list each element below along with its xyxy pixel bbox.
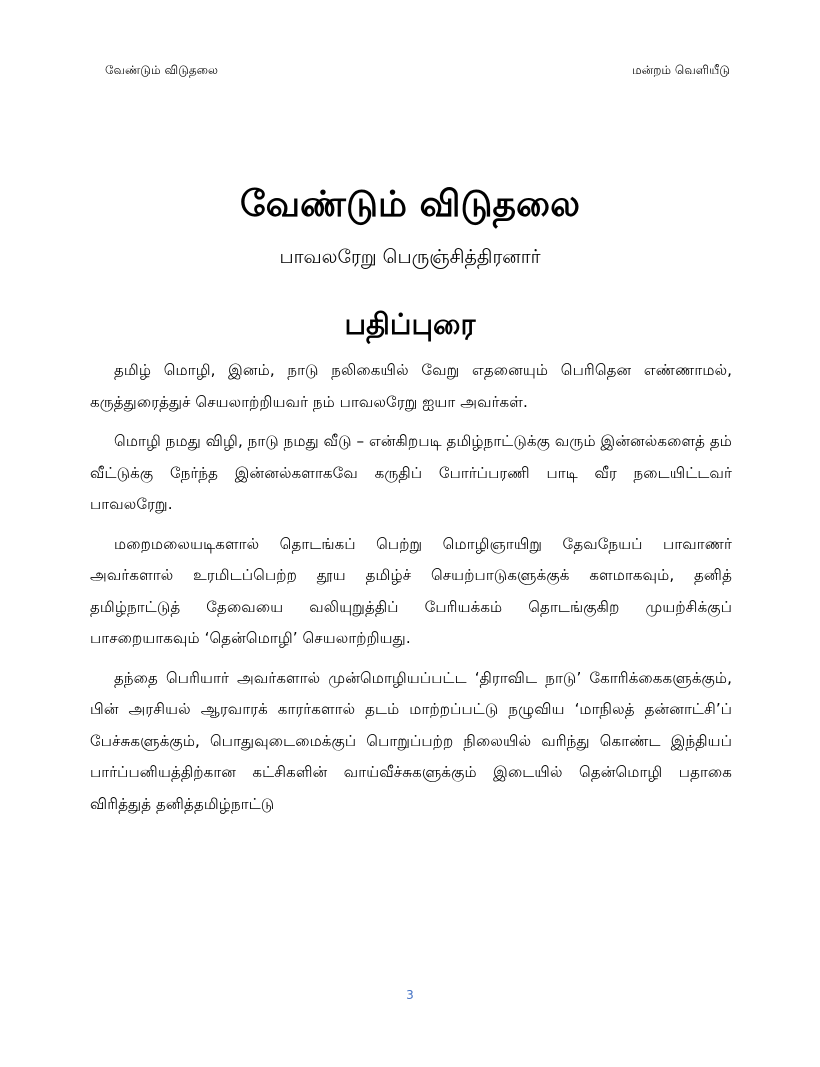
paragraph: தமிழ் மொழி, இனம், நாடு நலிகையில் வேறு எதனையும் பெரிதென எண்ணாமல், கருத்துரைத்துச் செயலாற்றியவர் நம் பாவலரேறு ஐயா அவர்கள். [90, 361, 732, 411]
author-name: பாவலரேறு பெருஞ்சித்திரனார் [279, 246, 541, 268]
paragraph: மொழி நமது விழி, நாடு நமது வீடு – என்கிறபடி தமிழ்நாட்டுக்கு வரும் இன்னல்களைத் தம் வீட்டுக்கு நேர்ந்த இன்னல்களாகவே கருதிப் போர்ப்பரணி பாடி வீர நடையிட்டவர் பாவலரேறு. [90, 432, 733, 513]
paragraph: தந்தை பெரியார் அவர்களால் முன்மொழியப்பட்ட ‘திராவிட நாடு’ கோரிக்கைகளுக்கும், பின் அரசியல் ஆரவாரக் காரர்களால் தடம் மாற்றப்பட்டு நழுவிய ‘மாநிலத் தன்னாட்சி’ப் பேச்சுகளுக்கும், பொதுவுடைமைக்குப் பொறுப்பற்ற நிலையில் வரிந்து கொண்ட இந்தியப் பார்ப்பனியத்திற்கான கட்சிகளின் வாய்வீச்சுகளுக்கும் இடையில் தென்மொழி பதாகை விரித்துத் தனித்தமிழ்நாட்டு [90, 668, 732, 813]
body-text [90, 355, 732, 828]
header-book-title: வேண்டும் விடுதலை [105, 63, 218, 77]
section-heading: பதிப்புரை [344, 307, 476, 341]
running-header [105, 60, 730, 80]
paragraph: மறைமலையடிகளால் தொடங்கப் பெற்று மொழிஞாயிறு தேவநேயப் பாவாணர் அவர்களால் உரமிடப்பெற்ற தூய தமிழ்ச் செயற்பாடுகளுக்குக் களமாகவும், தனித் தமிழ்நாட்டுத் தேவையை வலியுறுத்திப் பேரியக்கம் தொடங்குகிற முயற்சிக்குப் பாசறையாகவும் ‘தென்மொழி’ செயலாற்றியது. [90, 534, 732, 647]
page-number: 3 [406, 988, 414, 1002]
header-publisher: மன்றம் வெளியீடு [631, 63, 730, 77]
book-title: வேண்டும் விடுதலை [240, 184, 580, 225]
